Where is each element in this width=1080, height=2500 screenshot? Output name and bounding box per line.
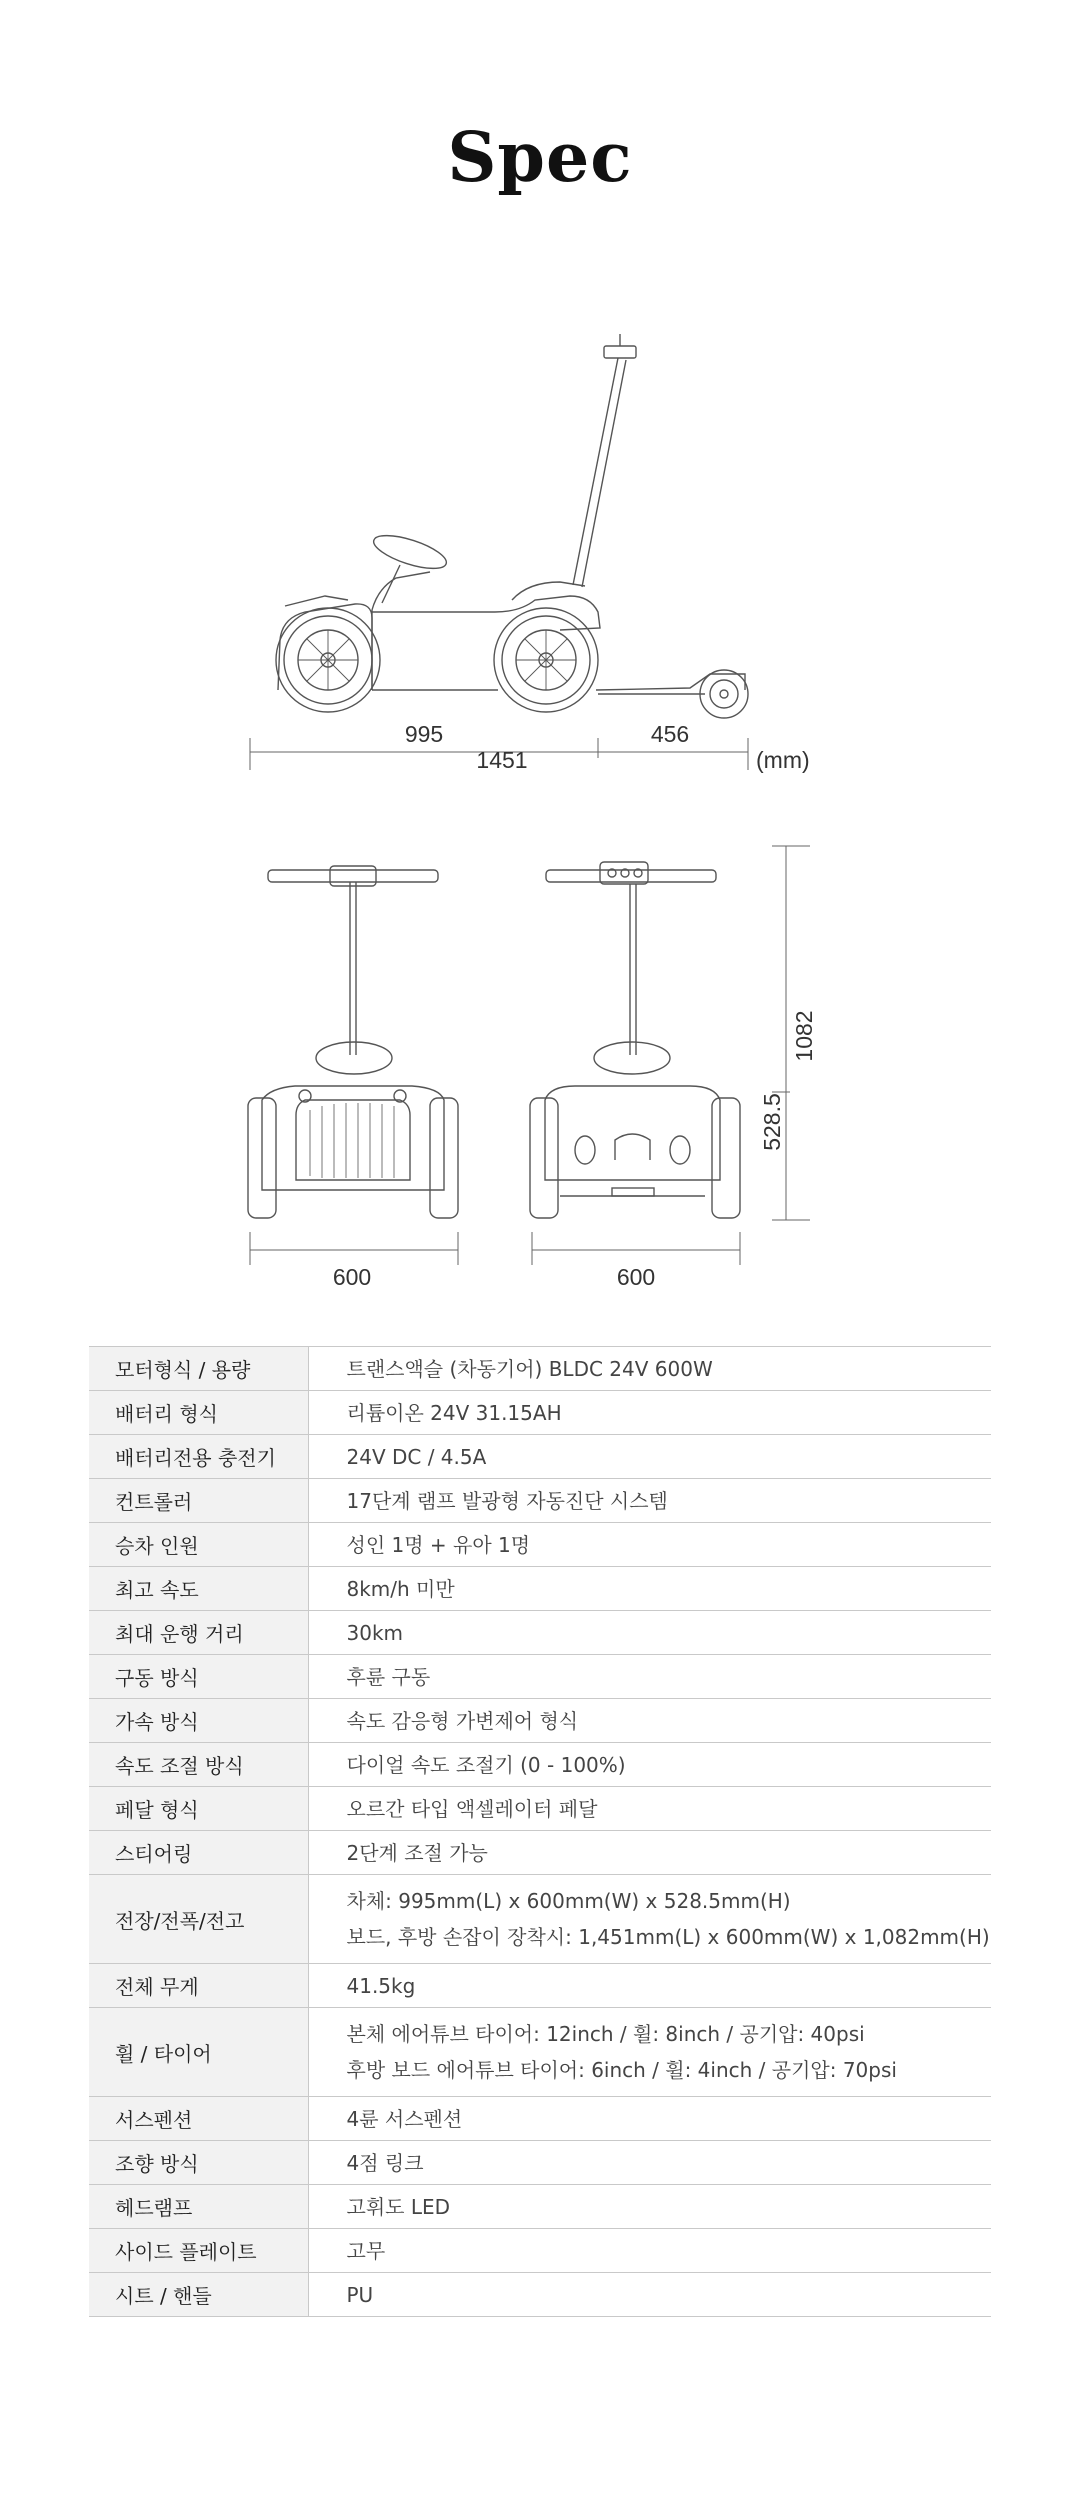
- spec-row: [89, 1347, 991, 1391]
- spec-value: [308, 1391, 991, 1435]
- spec-value-line: 8km/h 미만: [346, 1576, 455, 1601]
- dim-side-front: 995: [404, 721, 444, 747]
- spec-label: 모터형식 / 용량: [89, 1347, 308, 1391]
- spec-row: [89, 1567, 991, 1611]
- spec-value-line: 보드, 후방 손잡이 장착시: 1,451mm(L) x 600mm(W) x 1,082mm(H): [346, 1925, 990, 1949]
- spec-value: [308, 1964, 991, 2008]
- dim-body-height: 528.5: [759, 1093, 785, 1151]
- spec-value: [308, 1699, 991, 1743]
- spec-row: [89, 1831, 991, 1875]
- spec-row: [89, 2229, 991, 2273]
- spec-row: [89, 1391, 991, 1435]
- spec-value-line: 후방 보드 에어튜브 타이어: 6inch / 휠: 4inch / 공기압: 70psi: [346, 2058, 897, 2082]
- spec-value-line: 본체 에어튜브 타이어: 12inch / 휠: 8inch / 공기압: 40psi: [346, 2022, 865, 2046]
- spec-row: [89, 2273, 991, 2317]
- spec-table: [89, 1346, 991, 2317]
- spec-value-line: 17단계 램프 발광형 자동진단 시스템: [346, 1488, 668, 1513]
- dim-total-length: 1451: [476, 747, 528, 773]
- dim-side-rear: 456: [650, 721, 690, 747]
- spec-label: 시트 / 핸들: [89, 2273, 308, 2317]
- spec-value-line: 2단계 조절 가능: [346, 1840, 488, 1865]
- spec-value: [308, 1743, 991, 1787]
- spec-row: [89, 2097, 991, 2141]
- spec-row: [89, 2141, 991, 2185]
- spec-row: [89, 1787, 991, 1831]
- spec-value: [308, 1875, 991, 1964]
- spec-label: 스티어링: [89, 1831, 308, 1875]
- spec-row: [89, 1479, 991, 1523]
- spec-value: [308, 1479, 991, 1523]
- spec-value-line: 41.5kg: [346, 1973, 416, 1998]
- spec-label: 구동 방식: [89, 1655, 308, 1699]
- spec-label: 컨트롤러: [89, 1479, 308, 1523]
- side-view-drawing: [250, 334, 748, 770]
- dim-unit: (mm): [756, 747, 810, 773]
- spec-label: 사이드 플레이트: [89, 2229, 308, 2273]
- spec-value-line: 차체: 995mm(L) x 600mm(W) x 528.5mm(H): [346, 1889, 791, 1913]
- page-title: Spec: [447, 118, 633, 198]
- spec-value: [308, 1787, 991, 1831]
- spec-value-line: 고휘도 LED: [346, 2194, 450, 2219]
- spec-label: 헤드램프: [89, 2185, 308, 2229]
- spec-value: [308, 1567, 991, 1611]
- spec-label: 승차 인원: [89, 1523, 308, 1567]
- spec-row: [89, 1875, 991, 1964]
- rear-view-drawing: [530, 846, 810, 1265]
- spec-value: [308, 2097, 991, 2141]
- spec-value-line: 30km: [346, 1620, 404, 1645]
- dim-front-width: 600: [332, 1264, 372, 1290]
- spec-row: [89, 1611, 991, 1655]
- spec-label: 최대 운행 거리: [89, 1611, 308, 1655]
- spec-value: [308, 2185, 991, 2229]
- spec-value-line: 4점 링크: [346, 2150, 424, 2175]
- spec-value: [308, 1655, 991, 1699]
- spec-label: 속도 조절 방식: [89, 1743, 308, 1787]
- spec-label: 조향 방식: [89, 2141, 308, 2185]
- spec-value: [308, 1435, 991, 1479]
- dim-total-height: 1082: [791, 1010, 817, 1062]
- spec-value-line: 성인 1명 + 유아 1명: [346, 1532, 531, 1557]
- spec-label: 배터리전용 충전기: [89, 1435, 308, 1479]
- spec-label: 최고 속도: [89, 1567, 308, 1611]
- dim-rear-width: 600: [616, 1264, 656, 1290]
- spec-row: [89, 1435, 991, 1479]
- spec-value-line: 24V DC / 4.5A: [346, 1444, 487, 1469]
- spec-row: [89, 1743, 991, 1787]
- spec-value-line: 속도 감응형 가변제어 형식: [346, 1708, 579, 1733]
- spec-row: [89, 2185, 991, 2229]
- spec-label: 배터리 형식: [89, 1391, 308, 1435]
- spec-value-line: 4륜 서스펜션: [346, 2106, 463, 2131]
- front-view-drawing: [248, 866, 458, 1265]
- spec-value-line: 후륜 구동: [346, 1664, 431, 1689]
- spec-row: [89, 1523, 991, 1567]
- spec-value-line: 다이얼 속도 조절기 (0 - 100%): [346, 1752, 626, 1777]
- spec-value-line: PU: [346, 2282, 374, 2307]
- spec-value: [308, 1611, 991, 1655]
- spec-value: [308, 2273, 991, 2317]
- spec-row: [89, 1964, 991, 2008]
- spec-label: 페달 형식: [89, 1787, 308, 1831]
- spec-label: 전장/전폭/전고: [89, 1875, 308, 1964]
- spec-value-line: 트랜스액슬 (차동기어) BLDC 24V 600W: [346, 1356, 713, 1381]
- spec-label: 서스펜션: [89, 2097, 308, 2141]
- spec-value: [308, 2008, 991, 2097]
- spec-value: [308, 2229, 991, 2273]
- spec-value: [308, 2141, 991, 2185]
- spec-value: [308, 1831, 991, 1875]
- spec-row: [89, 1699, 991, 1743]
- spec-value: [308, 1347, 991, 1391]
- spec-label: 전체 무게: [89, 1964, 308, 2008]
- spec-value: [308, 1523, 991, 1567]
- spec-value-line: 고무: [346, 2238, 386, 2263]
- spec-label: 휠 / 타이어: [89, 2008, 308, 2097]
- spec-label: 가속 방식: [89, 1699, 308, 1743]
- spec-value-line: 리튬이온 24V 31.15AH: [346, 1400, 562, 1425]
- spec-row: [89, 2008, 991, 2097]
- spec-row: [89, 1655, 991, 1699]
- spec-value-line: 오르간 타입 액셀레이터 페달: [346, 1796, 598, 1821]
